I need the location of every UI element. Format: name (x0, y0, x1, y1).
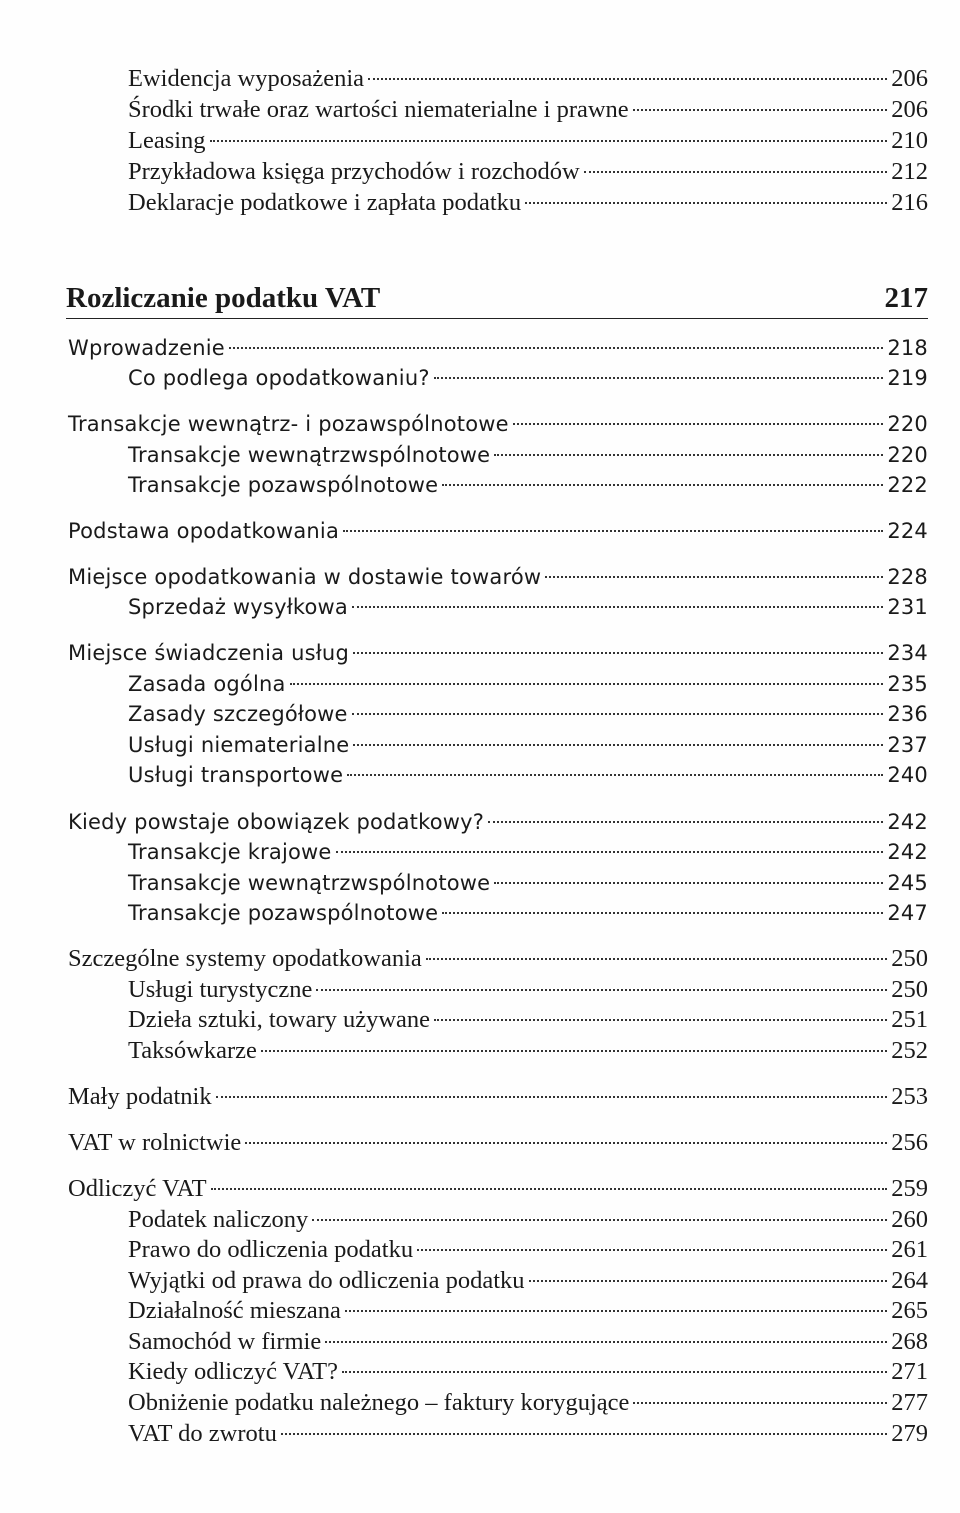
toc-entry-label: VAT w rolnictwie (68, 1129, 242, 1156)
toc-entry-label: Obniżenie podatku należnego – faktury korygujące (128, 1389, 630, 1416)
toc-entry (128, 1327, 928, 1357)
toc-entry (68, 562, 928, 592)
toc-entry-label: Odliczyć VAT (68, 1175, 207, 1202)
toc-entry (68, 1082, 928, 1112)
toc-entry (128, 157, 928, 187)
toc-entry-page: 245 (887, 871, 928, 895)
toc-entry (68, 333, 928, 363)
dot-leader (417, 1249, 887, 1251)
toc-entry-label: Miejsce świadczenia usług (68, 641, 349, 665)
dot-leader (513, 423, 884, 425)
dot-leader (442, 484, 883, 486)
dot-leader (229, 347, 883, 349)
toc-entry-label: Szczególne systemy opodatkowania (68, 945, 422, 972)
toc-entry-page: 234 (887, 641, 928, 665)
toc-entry-page: 237 (887, 733, 928, 757)
toc-entry-label: Usługi niematerialne (128, 733, 350, 757)
dot-leader (210, 140, 888, 142)
toc-entry (128, 188, 928, 218)
toc-entry (128, 1357, 928, 1387)
dot-leader (434, 377, 884, 379)
toc-entry-label: Transakcje pozawspólnotowe (128, 901, 439, 925)
toc-entry (128, 1036, 928, 1066)
toc-entry (128, 730, 928, 760)
toc-entry-label: Kiedy odliczyć VAT? (128, 1358, 339, 1385)
toc-entry-page: 216 (891, 189, 928, 216)
section-page: 217 (884, 282, 928, 314)
toc-entry-page: 247 (887, 901, 928, 925)
dot-leader (325, 1341, 887, 1343)
dot-leader (353, 744, 883, 746)
toc-entry-page: 231 (887, 595, 928, 619)
toc-entry-page: 264 (891, 1267, 928, 1294)
dot-leader (426, 958, 887, 960)
toc-entry-page: 228 (887, 565, 928, 589)
dot-leader (216, 1096, 888, 1098)
toc-entry-page: 268 (891, 1328, 928, 1355)
toc-entry (128, 95, 928, 125)
toc-entry (128, 1419, 928, 1449)
toc-entry-page: 265 (891, 1297, 928, 1324)
toc-entry-page: 222 (887, 473, 928, 497)
toc-entry-page: 253 (891, 1083, 928, 1110)
toc-entry-label: Transakcje krajowe (128, 840, 332, 864)
toc-entry-label: Środki trwałe oraz wartości niematerialne i prawne (128, 96, 629, 123)
toc-entry (68, 409, 928, 439)
toc-entry-label: Kiedy powstaje obowiązek podatkowy? (68, 810, 485, 834)
dot-leader (245, 1142, 887, 1144)
toc-entry-label: Działalność mieszana (128, 1297, 341, 1324)
toc-entry-label: Miejsce opodatkowania w dostawie towarów (68, 565, 542, 589)
toc-entry-label: Podstawa opodatkowania (68, 519, 340, 543)
toc-entry-page: 240 (887, 763, 928, 787)
toc-entry-label: Ewidencja wyposażenia (128, 65, 365, 92)
dot-leader (352, 606, 883, 608)
toc-entry (128, 1296, 928, 1326)
toc-entry-label: Usługi turystyczne (128, 976, 313, 1003)
dot-leader (633, 1402, 887, 1404)
toc-entry (68, 1174, 928, 1204)
dot-leader (368, 78, 887, 80)
section-title: Rozliczanie podatku VAT (66, 282, 381, 314)
dot-leader (347, 774, 883, 776)
dot-leader (316, 989, 887, 991)
toc-entry-page: 260 (891, 1206, 928, 1233)
toc-entry-page: 250 (891, 976, 928, 1003)
toc-entry (128, 1205, 928, 1235)
dot-leader (442, 912, 883, 914)
dot-leader (342, 1371, 887, 1373)
dot-leader (494, 882, 883, 884)
dot-leader (488, 821, 883, 823)
toc-entry-label: Transakcje wewnątrzwspólnotowe (128, 871, 491, 895)
toc-entry (128, 126, 928, 156)
toc-entry-page: 206 (891, 65, 928, 92)
toc-entry-page: 235 (887, 672, 928, 696)
toc-entry-page: 279 (891, 1420, 928, 1447)
toc-entry (128, 699, 928, 729)
dot-leader (345, 1310, 887, 1312)
toc-entry-page: 206 (891, 96, 928, 123)
toc-entry (128, 440, 928, 470)
toc-entry (128, 592, 928, 622)
toc-entry-page: 277 (891, 1389, 928, 1416)
toc-entry-label: Wyjątki od prawa do odliczenia podatku (128, 1267, 525, 1294)
toc-entry-label: Zasady szczegółowe (128, 702, 348, 726)
toc-entry-label: Przykładowa księga przychodów i rozchodów (128, 158, 580, 185)
dot-leader (633, 109, 888, 111)
toc-entry (128, 837, 928, 867)
toc-entry (68, 944, 928, 974)
section-heading (66, 282, 928, 319)
toc-entry-page: 251 (891, 1006, 928, 1033)
toc-entry (128, 1235, 928, 1265)
toc-entry-label: Co podlega opodatkowaniu? (128, 366, 430, 390)
toc-entry-label: Samochód w firmie (128, 1328, 322, 1355)
toc-entry-label: Dzieła sztuki, towary używane (128, 1006, 431, 1033)
toc-entry-page: 271 (891, 1358, 928, 1385)
toc-entry-label: Prawo do odliczenia podatku (128, 1236, 414, 1263)
toc-entry-page: 236 (887, 702, 928, 726)
toc-entry-label: Sprzedaż wysyłkowa (128, 595, 348, 619)
toc-entry-page: 261 (891, 1236, 928, 1263)
toc-entry-page: 252 (891, 1037, 928, 1064)
toc-entry (128, 669, 928, 699)
toc-entry-page: 250 (891, 945, 928, 972)
toc-entry (128, 760, 928, 790)
dot-leader (545, 576, 883, 578)
toc-entry-page: 242 (887, 840, 928, 864)
toc-entry-page: 210 (891, 127, 928, 154)
dot-leader (529, 1280, 888, 1282)
toc-entry (128, 975, 928, 1005)
toc-entry-label: Transakcje wewnątrzwspólnotowe (128, 443, 491, 467)
dot-leader (336, 851, 884, 853)
toc-entry (128, 363, 928, 393)
dot-leader (525, 202, 887, 204)
toc-entry-page: 242 (887, 810, 928, 834)
dot-leader (584, 171, 887, 173)
toc-entry (68, 1128, 928, 1158)
toc-entry-page: 212 (891, 158, 928, 185)
toc-entry (68, 638, 928, 668)
dot-leader (290, 683, 884, 685)
toc-entry (128, 868, 928, 898)
toc-entry-page: 219 (887, 366, 928, 390)
toc-entry-label: Transakcje wewnątrz- i pozawspólnotowe (68, 412, 509, 436)
toc-entry (68, 807, 928, 837)
dot-leader (261, 1050, 887, 1052)
dot-leader (494, 454, 883, 456)
dot-leader (434, 1019, 887, 1021)
toc-entry-page: 218 (887, 336, 928, 360)
dot-leader (353, 652, 883, 654)
toc-entry-page: 256 (891, 1129, 928, 1156)
toc-entry (68, 516, 928, 546)
toc-entry-page: 259 (891, 1175, 928, 1202)
toc-entry (128, 1005, 928, 1035)
toc-entry-label: Wprowadzenie (68, 336, 225, 360)
toc-entry-page: 220 (887, 443, 928, 467)
toc-entry-page: 224 (887, 519, 928, 543)
toc-entry-label: Zasada ogólna (128, 672, 286, 696)
toc-entry-label: Taksówkarze (128, 1037, 257, 1064)
toc-entry-label: Usługi transportowe (128, 763, 344, 787)
dot-leader (281, 1433, 887, 1435)
toc-entry (128, 64, 928, 94)
dot-leader (312, 1219, 887, 1221)
toc-entry-label: Transakcje pozawspólnotowe (128, 473, 439, 497)
toc-entry-label: Podatek naliczony (128, 1206, 309, 1233)
dot-leader (352, 713, 884, 715)
toc-entry (128, 1266, 928, 1296)
toc-entry (128, 470, 928, 500)
toc-entry (128, 1388, 928, 1418)
toc-entry-label: Deklaracje podatkowe i zapłata podatku (128, 189, 522, 216)
toc-entry-label: VAT do zwrotu (128, 1420, 277, 1447)
toc-entry-page: 220 (887, 412, 928, 436)
toc-entry-label: Mały podatnik (68, 1083, 212, 1110)
toc-entry-label: Leasing (128, 127, 206, 154)
dot-leader (343, 530, 883, 532)
dot-leader (211, 1188, 888, 1190)
toc-entry (128, 898, 928, 928)
